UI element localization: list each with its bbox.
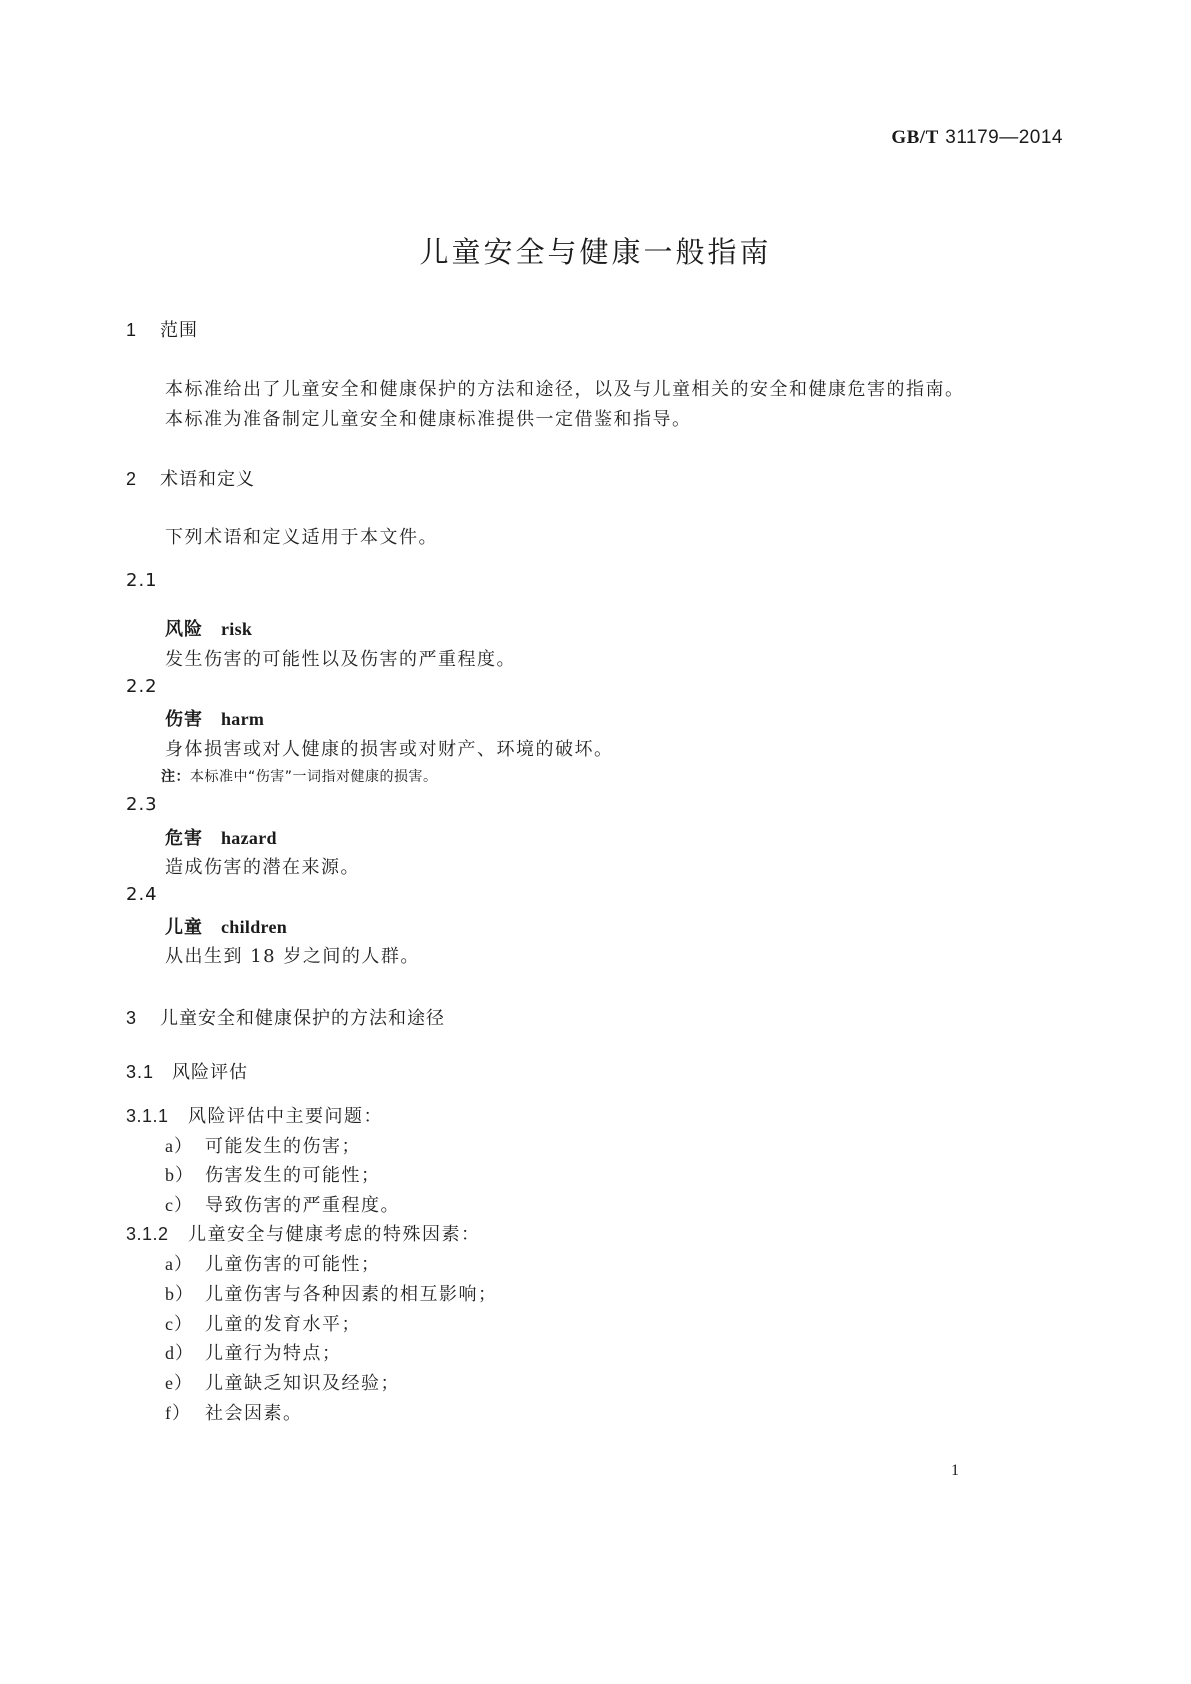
term-note	[161, 766, 438, 786]
note-label: 注：	[161, 769, 190, 785]
section-number: 1	[126, 320, 138, 340]
paragraph: 下列术语和定义适用于本文件。	[165, 527, 438, 548]
term-en: harm	[221, 709, 265, 729]
list-item-text: 儿童伤害与各种因素的相互影响；	[205, 1284, 498, 1305]
section-title: 儿童安全和健康保护的方法和途径	[160, 1008, 445, 1029]
term-heading	[165, 913, 287, 939]
list-marker: b）	[165, 1165, 194, 1185]
section-title: 术语和定义	[160, 469, 255, 490]
term-heading	[165, 615, 252, 641]
clause-3-1-2	[126, 1220, 481, 1246]
list-item	[165, 1280, 498, 1306]
section-1-heading	[126, 316, 198, 342]
clause-text: 儿童安全与健康考虑的特殊因素：	[188, 1224, 481, 1245]
term-heading	[165, 824, 277, 850]
list-marker: b）	[165, 1284, 194, 1304]
term-definition: 造成伤害的潜在来源。	[165, 857, 360, 878]
subsection-3-1-heading	[126, 1058, 248, 1084]
section-number: 3	[126, 1008, 138, 1028]
section-2-heading	[126, 465, 255, 491]
subsection-title: 风险评估	[172, 1062, 248, 1083]
term-number: 2.2	[126, 676, 158, 697]
list-item	[165, 1161, 381, 1187]
list-marker: a）	[165, 1254, 193, 1274]
list-item	[165, 1339, 342, 1365]
list-item-text: 儿童伤害的可能性；	[205, 1254, 381, 1275]
list-item-text: 儿童的发育水平；	[205, 1314, 361, 1335]
list-item-text: 伤害发生的可能性；	[205, 1165, 381, 1186]
list-marker: a）	[165, 1136, 193, 1156]
term-zh: 儿童	[165, 917, 203, 938]
paragraph: 本标准给出了儿童安全和健康保护的方法和途径，以及与儿童相关的安全和健康危害的指南。	[165, 379, 965, 400]
clause-text: 风险评估中主要问题：	[188, 1106, 383, 1127]
list-item	[165, 1191, 400, 1217]
list-marker: d）	[165, 1343, 194, 1363]
list-item-text: 导致伤害的严重程度。	[205, 1195, 400, 1216]
page-number: 1	[951, 1462, 959, 1479]
paragraph: 本标准为准备制定儿童安全和健康标准提供一定借鉴和指导。	[165, 409, 692, 430]
section-3-heading	[126, 1004, 445, 1030]
list-item	[165, 1250, 381, 1276]
list-marker: c）	[165, 1195, 193, 1215]
list-item	[165, 1132, 361, 1158]
list-item	[165, 1399, 303, 1425]
term-heading	[165, 705, 264, 731]
list-marker: c）	[165, 1314, 193, 1334]
term-en: risk	[221, 619, 253, 639]
section-title: 范围	[160, 320, 198, 341]
term-number: 2.1	[126, 570, 158, 591]
list-item-text: 社会因素。	[205, 1403, 303, 1424]
standard-code-prefix: GB/T	[891, 127, 939, 148]
standard-code-number: 31179—2014	[945, 127, 1063, 148]
list-marker: f）	[165, 1403, 191, 1423]
section-number: 2	[126, 469, 138, 489]
term-definition: 身体损害或对人健康的损害或对财产、环境的破坏。	[165, 739, 614, 760]
list-item-text: 可能发生的伤害；	[205, 1136, 361, 1157]
subsection-number: 3.1	[126, 1062, 155, 1082]
term-definition: 从出生到 18 岁之间的人群。	[165, 946, 420, 967]
clause-3-1-1	[126, 1102, 383, 1128]
term-zh: 危害	[165, 828, 203, 849]
list-item-text: 儿童缺乏知识及经验；	[205, 1373, 400, 1394]
clause-number: 3.1.2	[126, 1224, 169, 1244]
clause-number: 3.1.1	[126, 1106, 169, 1126]
list-item	[165, 1310, 361, 1336]
term-zh: 伤害	[165, 709, 203, 730]
term-en: children	[221, 917, 288, 937]
list-item	[165, 1369, 400, 1395]
term-number: 2.3	[126, 794, 158, 815]
list-marker: e）	[165, 1373, 193, 1393]
term-en: hazard	[221, 828, 277, 848]
standard-code	[891, 126, 1063, 149]
list-item-text: 儿童行为特点；	[205, 1343, 342, 1364]
term-number: 2.4	[126, 884, 158, 905]
note-text: 本标准中“伤害”一词指对健康的损害。	[190, 769, 438, 785]
term-definition: 发生伤害的可能性以及伤害的严重程度。	[165, 649, 516, 670]
term-zh: 风险	[165, 619, 203, 640]
document-title: 儿童安全与健康一般指南	[419, 235, 772, 269]
